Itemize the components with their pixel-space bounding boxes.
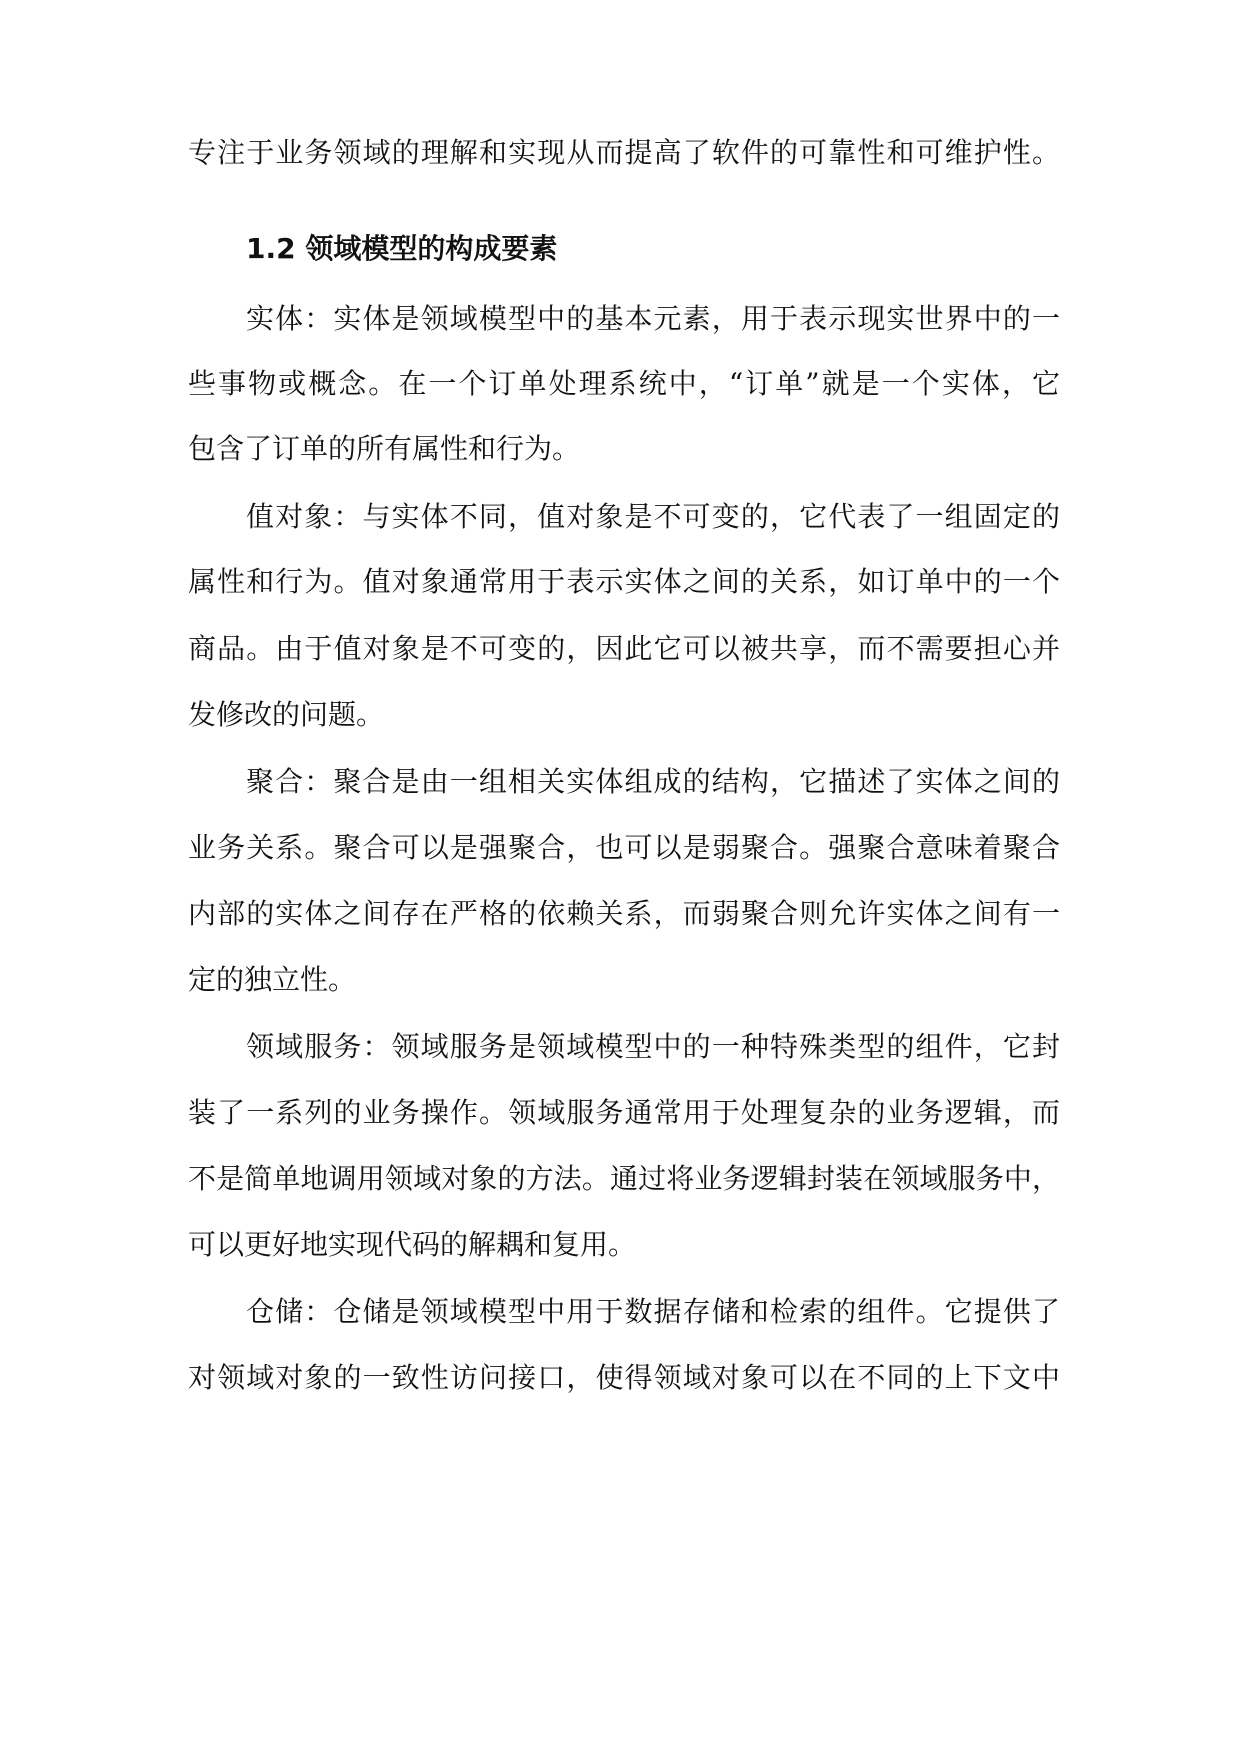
paragraph-domain-service-line: 不是简单地调用领域对象的方法。通过将业务逻辑封装在领域服务中， (188, 1162, 1060, 1195)
paragraph-entity-line: 包含了订单的所有属性和行为。 (188, 432, 581, 465)
paragraph-value-object-line: 商品。由于值对象是不可变的，因此它可以被共享，而不需要担心并 (188, 632, 1060, 665)
paragraph-value-object-line: 属性和行为。值对象通常用于表示实体之间的关系，如订单中的一个 (188, 565, 1060, 598)
paragraph-repository-line: 仓储：仓储是领域模型中用于数据存储和检索的组件。它提供了 (246, 1295, 1060, 1328)
paragraph-value-object-line: 值对象：与实体不同，值对象是不可变的，它代表了一组固定的 (246, 500, 1060, 533)
document-page (188, 0, 1060, 1754)
paragraph-repository-line: 对领域对象的一致性访问接口，使得领域对象可以在不同的上下文中 (188, 1361, 1060, 1394)
section-heading: 1.2 领域模型的构成要素 (246, 232, 558, 265)
paragraph-aggregate-line: 定的独立性。 (188, 963, 357, 996)
paragraph-entity-line: 实体：实体是领域模型中的基本元素，用于表示现实世界中的一 (246, 302, 1060, 335)
paragraph-domain-service-line: 可以更好地实现代码的解耦和复用。 (188, 1228, 637, 1261)
paragraph-line: 专注于业务领域的理解和实现从而提高了软件的可靠性和可维护性。 (188, 136, 1060, 169)
paragraph-aggregate-line: 内部的实体之间存在严格的依赖关系，而弱聚合则允许实体之间有一 (188, 897, 1060, 930)
paragraph-domain-service-line: 领域服务：领域服务是领域模型中的一种特殊类型的组件，它封 (246, 1030, 1060, 1063)
paragraph-aggregate-line: 聚合：聚合是由一组相关实体组成的结构，它描述了实体之间的 (246, 765, 1060, 798)
paragraph-aggregate-line: 业务关系。聚合可以是强聚合，也可以是弱聚合。强聚合意味着聚合 (188, 831, 1060, 864)
paragraph-domain-service-line: 装了一系列的业务操作。领域服务通常用于处理复杂的业务逻辑，而 (188, 1096, 1060, 1129)
paragraph-value-object-line: 发修改的问题。 (188, 698, 385, 731)
paragraph-entity-line: 些事物或概念。在一个订单处理系统中，“订单”就是一个实体，它 (188, 367, 1060, 400)
